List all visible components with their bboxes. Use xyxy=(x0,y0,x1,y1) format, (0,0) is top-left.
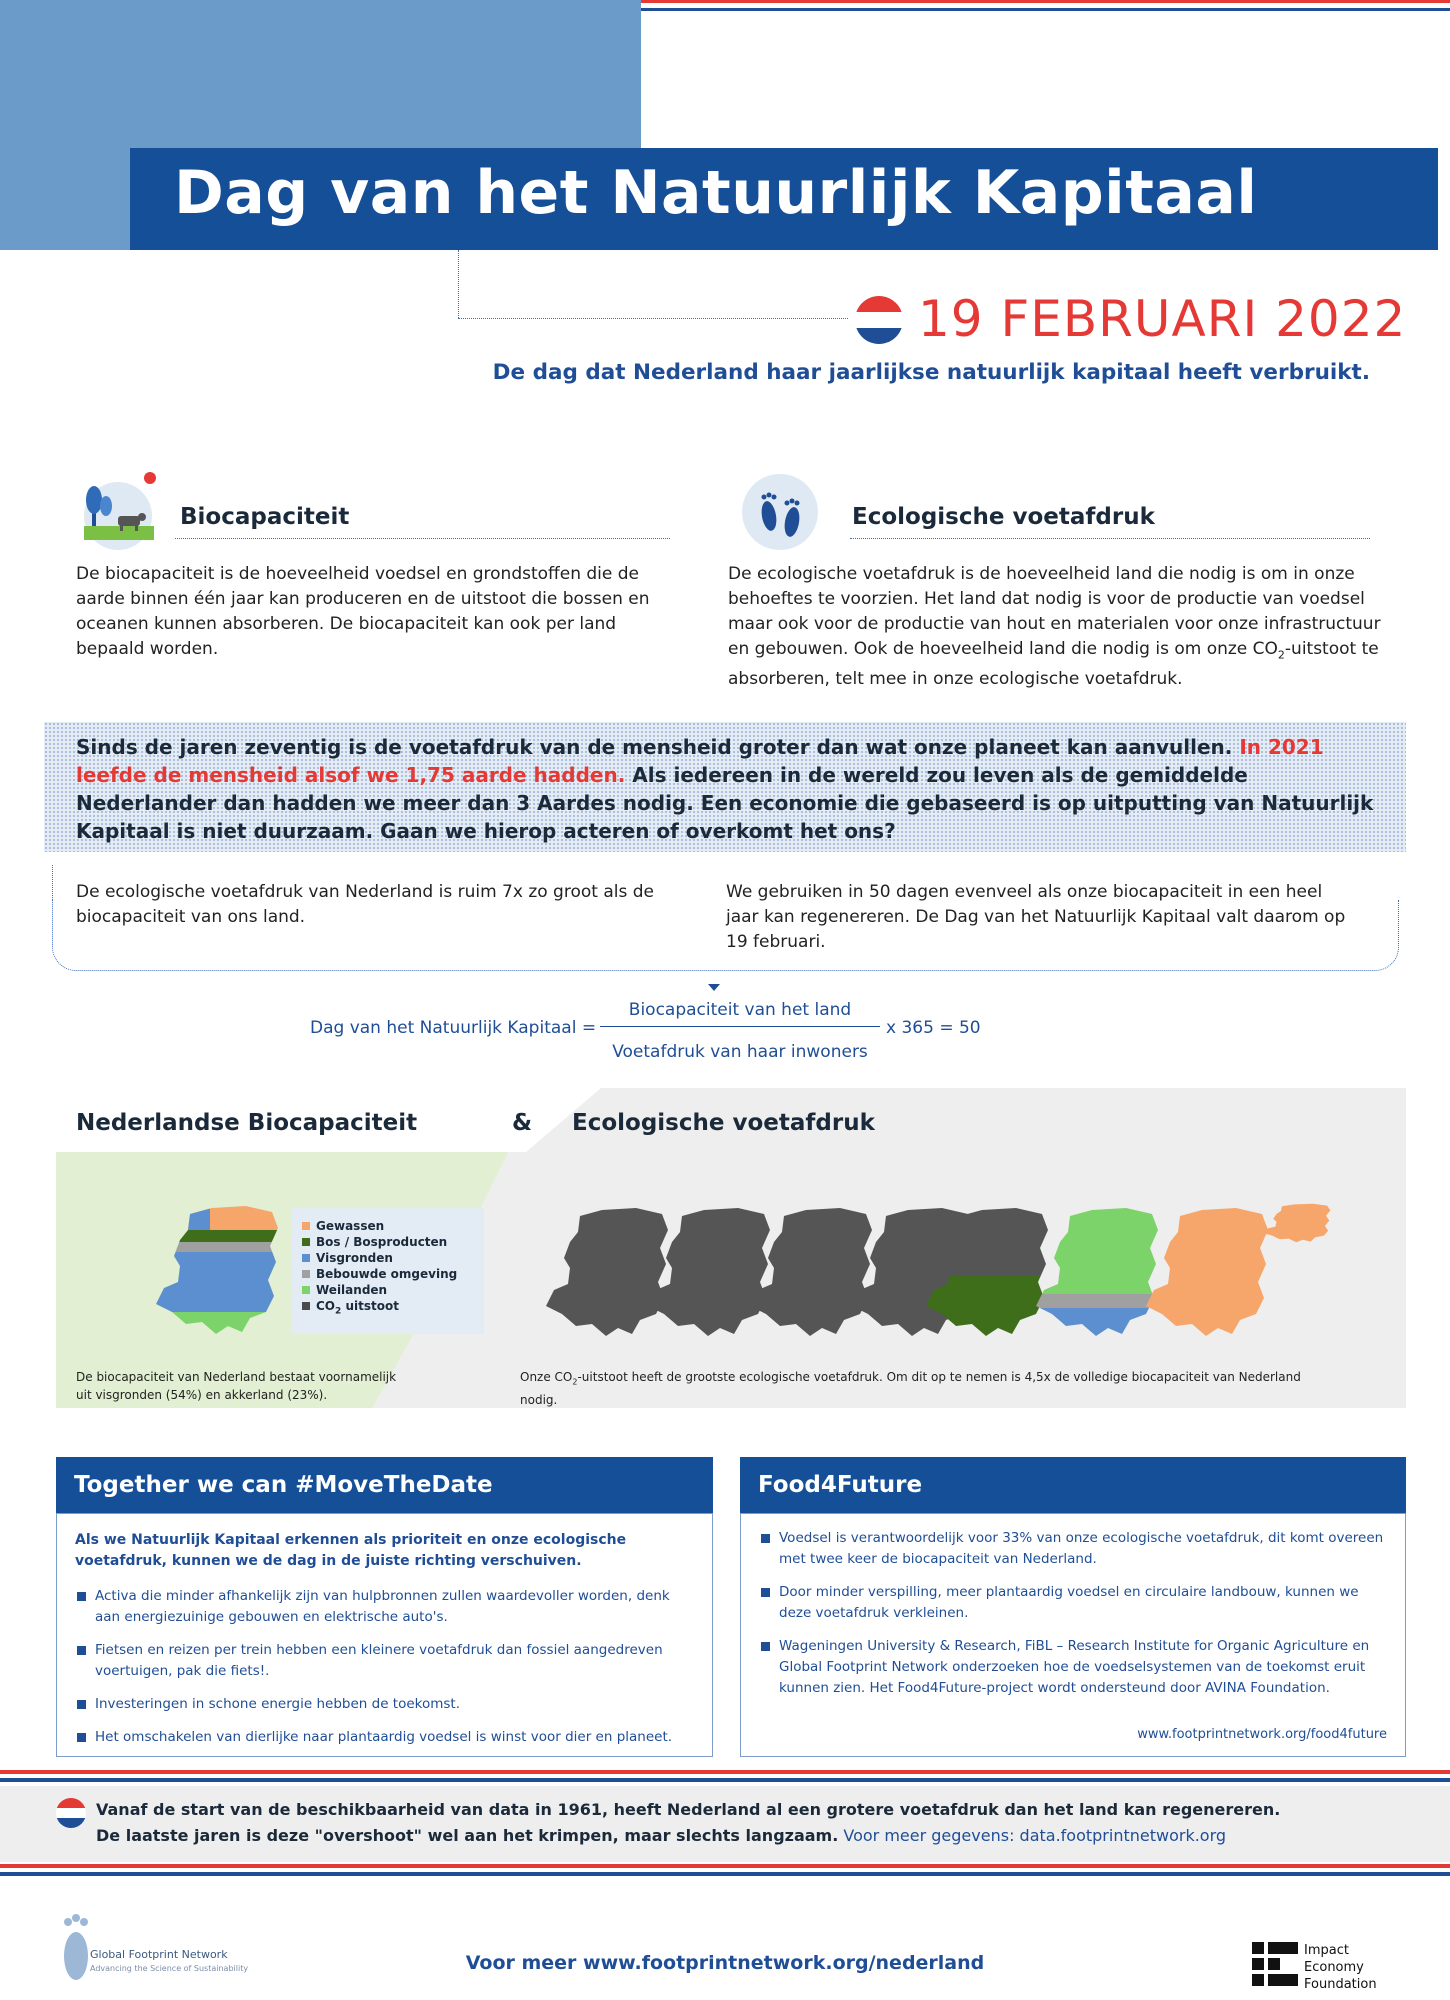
move-the-date-list xyxy=(75,1586,694,1748)
food4future-list xyxy=(759,1528,1387,1699)
fact-right: We gebruiken in 50 dagen evenveel als onze biocapaciteit in een heel jaar kan regenereren. De Dag van het Natuurlijk Kapitaal valt daarom op 19 februari. xyxy=(726,882,1346,952)
arrow-down-icon xyxy=(708,984,720,991)
formula-rhs: x 365 = 50 xyxy=(886,1018,981,1038)
biocapaciteit-underline xyxy=(175,538,670,539)
map-legend xyxy=(292,1208,484,1334)
page-title: Dag van het Natuurlijk Kapitaal xyxy=(174,158,1258,228)
list-item: Door minder verspilling, meer plantaardig voedsel en circulaire landbouw, kunnen we deze voetafdruk verkleinen. xyxy=(759,1582,1387,1624)
nl-biocapacity-map xyxy=(150,1200,290,1340)
food4future-link[interactable]: www.footprintnetwork.org/food4future xyxy=(1137,1727,1387,1742)
highlight-text: Sinds de jaren zeventig is de voetafdruk van de mensheid groter dan wat onze planeet kan aanvullen. In 2021 leefde de mensheid alsof we 1,75 aarde hadden. Als iedereen in de wereld zou leven als de gemiddelde Nederlander dan hadden we meer dan 3 Aardes nodig. Een economie die gebaseerd is op uitputting van Natuurlijk Kapitaal is niet duurzaam. Gaan we hierop acteren of overkomt het ons? xyxy=(76,735,1374,843)
list-item: Wageningen University & Research, FiBL – Research Institute for Organic Agriculture en Global Footprint Network onderzoeken hoe de voedselsystemen van de toekomst eruit kunnen zien. Het Food4Future-project wordt ondersteund door AVINA Foundation. xyxy=(759,1636,1387,1699)
bottom-banner xyxy=(0,1786,1450,1862)
nl-biocapaciteit-caption: De biocapaciteit van Nederland bestaat voornamelijk uit visgronden (54%) en akkerland (23%). xyxy=(76,1370,397,1402)
ief-logo xyxy=(1252,1942,1298,1994)
legend-visgronden: Visgronden xyxy=(302,1250,474,1266)
top-stripe-red xyxy=(641,0,1450,3)
move-the-date-header: Together we can #MoveTheDate xyxy=(56,1457,713,1513)
biocapaciteit-heading: Biocapaciteit xyxy=(180,504,350,530)
voetafdruk-underline xyxy=(850,538,1370,539)
gfn-tagline: Advancing the Science of Sustainability xyxy=(90,1964,249,1973)
banner-stripe-blue-top xyxy=(0,1778,1450,1782)
biocapaciteit-text: De biocapaciteit is de hoeveelheid voedsel en grondstoffen die de aarde binnen één jaar kan produceren en de uitstoot die bossen en oceanen kunnen absorberen. De biocapaciteit kan ook per land bepaald worden. xyxy=(76,564,650,659)
legend-co2: $CO_2$ uitstoot xyxy=(302,1298,474,1319)
food4future-header: Food4Future xyxy=(740,1457,1406,1513)
move-the-date-box xyxy=(56,1513,713,1757)
gfn-name: Global Footprint Network xyxy=(90,1948,228,1961)
top-stripe-blue xyxy=(641,8,1450,11)
banner-line-2: De laatste jaren is deze "overshoot" wel aan het krimpen, maar slechts langzaam. Voor meer gegevens: data.footprintnetwork.org xyxy=(96,1826,1227,1845)
formula-denominator: Voetafdruk van haar inwoners xyxy=(612,1042,868,1062)
banner-link[interactable]: Voor meer gegevens: data.footprintnetwork.org xyxy=(843,1826,1227,1845)
banner-stripe-blue-bottom xyxy=(0,1872,1450,1876)
list-item: Investeringen in schone energie hebben de toekomst. xyxy=(75,1694,694,1715)
title-connector-line xyxy=(458,250,459,318)
banner-stripe-red-bottom xyxy=(0,1864,1450,1868)
formula-lhs: Dag van het Natuurlijk Kapitaal = xyxy=(310,1018,597,1038)
banner-stripe-red-top xyxy=(0,1770,1450,1774)
legend-bos: Bos / Bosproducten xyxy=(302,1234,474,1250)
legend-weilanden: Weilanden xyxy=(302,1282,474,1298)
nl-biocapaciteit-heading: Nederlandse Biocapaciteit xyxy=(76,1110,418,1136)
footprint-icon xyxy=(740,472,820,552)
list-item: Activa die minder afhankelijk zijn van hulpbronnen zullen waardevoller worden, denk aan energiezuinige gebouwen en elektrische auto's. xyxy=(75,1586,694,1628)
legend-gewassen: Gewassen xyxy=(302,1218,474,1234)
nl-flag-icon xyxy=(855,296,903,344)
event-date: 19 FEBRUARI 2022 xyxy=(918,290,1407,348)
top-blue-block xyxy=(0,0,641,148)
food4future-box xyxy=(740,1513,1406,1757)
ampersand: & xyxy=(512,1110,533,1136)
fact-left: De ecologische voetafdruk van Nederland is ruim 7x zo groot als de biocapaciteit van ons land. xyxy=(76,882,654,927)
list-item: Fietsen en reizen per trein hebben een kleinere voetafdruk dan fossiel aangedreven voertuigen, pak die fiets!. xyxy=(75,1640,694,1682)
nl-flag-small-icon xyxy=(56,1798,86,1828)
subtitle: De dag dat Nederland haar jaarlijkse natuurlijk kapitaal heeft verbruikt. xyxy=(492,360,1370,385)
title-connector-line-h xyxy=(458,318,848,319)
legend-bebouwde-omgeving: Bebouwde omgeving xyxy=(302,1266,474,1282)
voetafdruk-text: De ecologische voetafdruk is de hoeveelheid land die nodig is om in onze behoeftes te voorzien. Het land dat nodig is voor de productie van voedsel maar ook voor de productie van hout en materialen voor onze infrastructuur en gebouwen. Ook de hoeveelheid land die nodig is om onze $CO_2$-uitstoot te absorberen, telt mee in onze ecologische voetafdruk. xyxy=(728,564,1381,690)
list-item: Het omschakelen van dierlijke naar plantaardig voedsel is winst voor dier en planeet. xyxy=(75,1727,694,1748)
banner-line-1: Vanaf de start van de beschikbaarheid van data in 1961, heeft Nederland al een grotere voetafdruk dan het land kan regenereren. xyxy=(96,1800,1281,1819)
facts-bracket-top xyxy=(52,865,53,900)
voetafdruk-heading: Ecologische voetafdruk xyxy=(852,504,1155,530)
landscape-icon xyxy=(72,470,164,550)
ecologische-voetafdruk-heading: Ecologische voetafdruk xyxy=(572,1110,875,1136)
ief-name: Impact Economy Foundation xyxy=(1304,1943,1377,1992)
footer-link[interactable]: Voor meer www.footprintnetwork.org/nederland xyxy=(465,1952,985,1974)
move-the-date-intro: Als we Natuurlijk Kapitaal erkennen als prioriteit en onze ecologische voetafdruk, kunnen we de dag in de juiste richting verschuiven. xyxy=(75,1532,627,1569)
list-item: Voedsel is verantwoordelijk voor 33% van onze ecologische voetafdruk, dit komt overeen met twee keer de biocapaciteit van Nederland. xyxy=(759,1528,1387,1570)
formula-fraction-line xyxy=(600,1026,880,1027)
footprint-maps-row xyxy=(540,1196,1340,1346)
title-bar xyxy=(130,148,1438,250)
voetafdruk-caption: Onze $CO_2$-uitstoot heeft de grootste ecologische voetafdruk. Om dit op te nemen is 4,5x de volledige biocapaciteit van Nederland nodig. xyxy=(520,1370,1301,1408)
top-blue-block-lower xyxy=(0,148,130,250)
formula-numerator: Biocapaciteit van het land xyxy=(628,1000,852,1020)
